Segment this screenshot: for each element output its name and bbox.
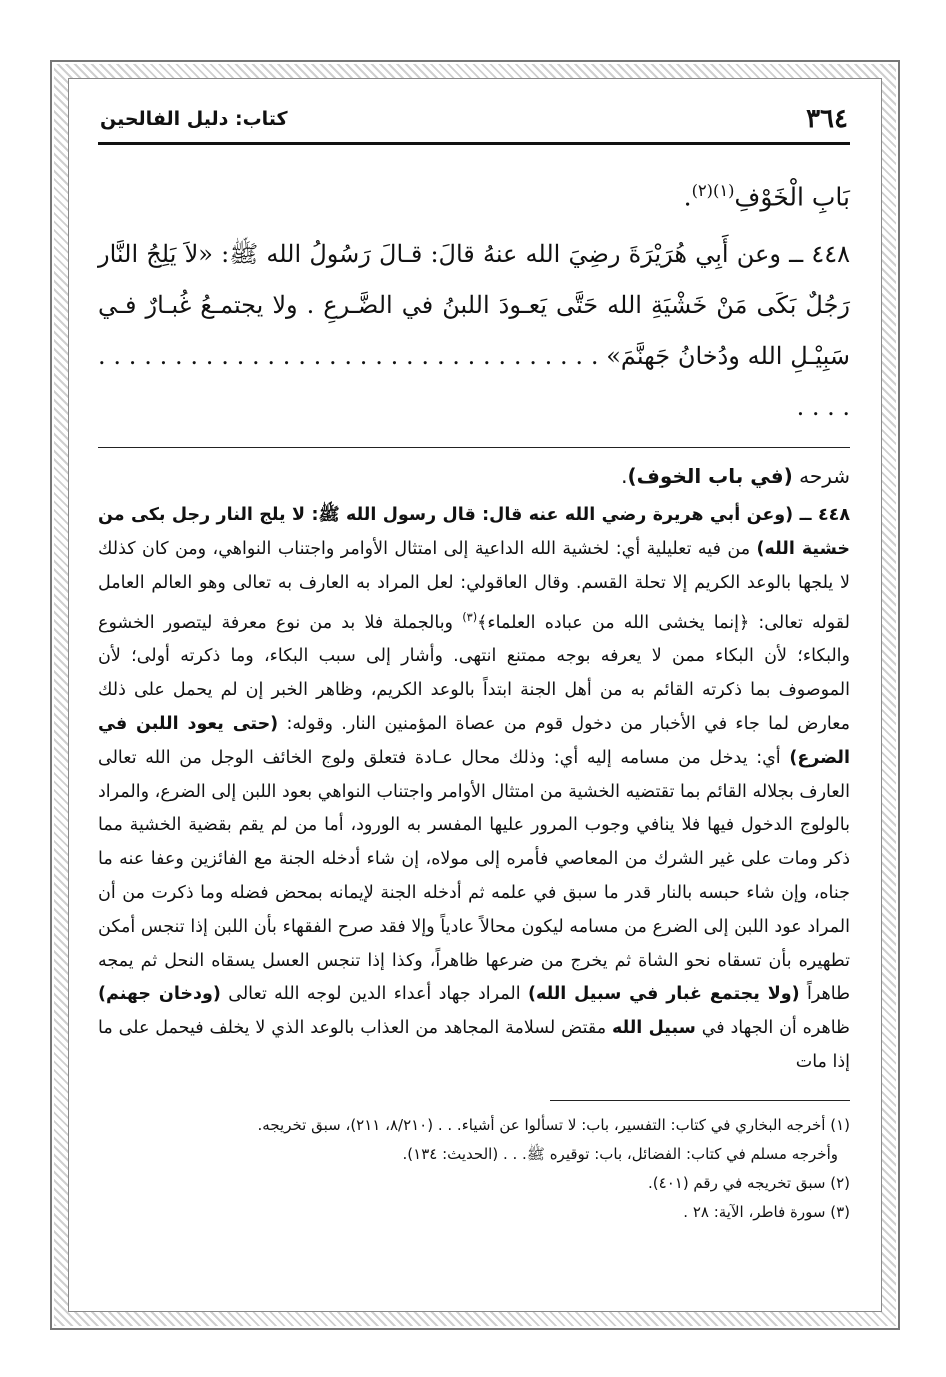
footnote-2: (٢) سبق تخريجه في رقم (٤٠١).	[648, 1173, 850, 1192]
footnote-ref-3: (٣)	[462, 609, 478, 624]
chapter-title	[98, 171, 850, 217]
section-divider	[98, 447, 850, 448]
footnotes	[98, 1111, 850, 1227]
commentary-part-5: ظاهره أن الجهاد في	[701, 1018, 850, 1039]
commentary-part-3: أي: يدخل من مسامه إليه أي: وذلك محال عـادة فتعلق ولوج الخائف الوجل من الله تعالى العارف بجلاله القائم بما تقتضيه الخشية من امتثال الأوامر واجتناب النواهي بعود اللبن إلى الضرع، والمراد بالولوج الدخول فيها فلا ينافي وجوب المرور عليها المفسر به الورود، أما من لم يقم بقضية الخشية مما ذكر ومات على غير الشرك من المعاصي فأمره إلى مولاه، إن شاء أدخله الجنة مع الفائزين وعفا عنه ما جناه، وإن شاء حبسه بالنار قدر ما سبق في علمه ثم أدخله الجنة لإيمانه بمحض فضله وما ذكرت من أن المراد عود اللبن إلى الضرع من مسامه ليكون محالاً عادياً وإلا فقد صرح الفقهاء بأن اللبن إذا تنجس أمكن تطهيره بأن تسقاه نحو الشاة ثم يخرج من ضرعها ظاهراً، وكذا إذا تنجس العسل يسقاه النحل ثم يمجه طاهراً	[98, 747, 851, 1005]
chapter-title-text: بَابِ الْخَوْفِ	[734, 182, 850, 212]
chapter-footnote-refs: (١)(٢)	[691, 181, 735, 200]
commentary-body	[98, 499, 850, 1079]
footnote-separator	[550, 1100, 850, 1101]
commentary-quote-4: (ودخان جهنم)	[98, 984, 221, 1005]
hadith-text: ٤٤٨ ــ وعن أَبِي هُرَيْرَةَ رضِيَ الله عنهُ قالَ: قـالَ رَسُولُ الله ﷺ: «لاَ يَلِجُ النَّار رَجُلٌ بَكَى مَنْ خَشْيَةِ الله حَتَّى يَعـودَ اللبنُ في الضَّـرعِ . ولا يجتمـعُ غُبـارٌ فـي سَبِيْـلِ الله ودُخانُ جَهنَّمَ» .	[98, 240, 851, 371]
footnote-3: (٣) سورة فاطر، الآية: ٢٨ .	[683, 1202, 850, 1221]
commentary-part-1: من فيه تعليلية أي: لخشية الله الداعية إلى امتثال الأوامر واجتناب النواهي، ومن كان كذلك لا يلجها بالوعد الكريم إلا تحلة القسم. وقال العاقولي: لعل المراد به العارف به تعالى وهو العالم العامل لقوله تعالى: ﴿إنما يخشى الله من عباده العلماء﴾	[98, 539, 850, 633]
commentary-part-2: وبالجملة فلا بد من نوع معرفة ليتصور الخشوع والبكاء؛ لأن البكاء ممن لا يعرفه بوجه ممتنع انتهى. وأشار إلى سبب البكاء، وما ذكرته أولى؛ لأن الموصوف بما ذكرته القائم به من أهل الجنة ابتداً بالوعد الكريم، وظاهر الخبر إن لم يحمل على ذلك معارض لما جاء في الأخبار من دخول قوم من عصاة المؤمنين النار. وقوله:	[98, 612, 850, 734]
chapter-title-end: .	[683, 182, 692, 212]
page-header	[98, 96, 850, 145]
hadith-dots: . . . . . . . . . . . . . . . . . . . . . . . . . . . . . . . . . . . .	[98, 342, 850, 422]
footnote-1-continued: وأخرجه مسلم في كتاب: الفضائل، باب: توقيره ﷺ. . . (الحديث: ١٣٤).	[402, 1144, 838, 1163]
commentary-heading-lead: شرحه	[799, 464, 850, 489]
commentary-heading-bold: (في باب الخوف)	[627, 464, 793, 489]
hadith-text-block	[98, 229, 850, 433]
footnote-1: (١) أخرجه البخاري في كتاب: التفسير، باب: لا تسألوا عن أشياء. . . (٨/٢١٠، ٢١١)، سبق تخريجه.	[257, 1115, 850, 1134]
book-page	[98, 96, 850, 1306]
commentary-part-6: مقتض لسلامة المجاهد من العذاب بالوعد الذي لا يخلف فيحمل على ما إذا مات	[98, 1018, 850, 1072]
commentary-quote-2: (حتى يعود اللبن في الضرع)	[98, 713, 850, 768]
book-title: كتاب: دليل الفالحين	[100, 108, 288, 130]
commentary-quote-5: سبيل الله	[611, 1018, 696, 1039]
page-number: ٣٦٤	[806, 104, 848, 134]
commentary-quote-3: (ولا يجتمع غبار في سبيل الله)	[527, 984, 800, 1005]
commentary-intro: ٤٤٨ ــ (وعن أبي هريرة رضي الله عنه قال: قال رسول الله ﷺ: لا يلج النار رجل بكى من خشية الله)	[98, 505, 850, 560]
commentary-part-4: المراد جهاد أعداء الدين لوجه الله تعالى	[228, 984, 521, 1005]
commentary-heading-end: .	[621, 464, 628, 489]
commentary-heading	[98, 458, 850, 495]
